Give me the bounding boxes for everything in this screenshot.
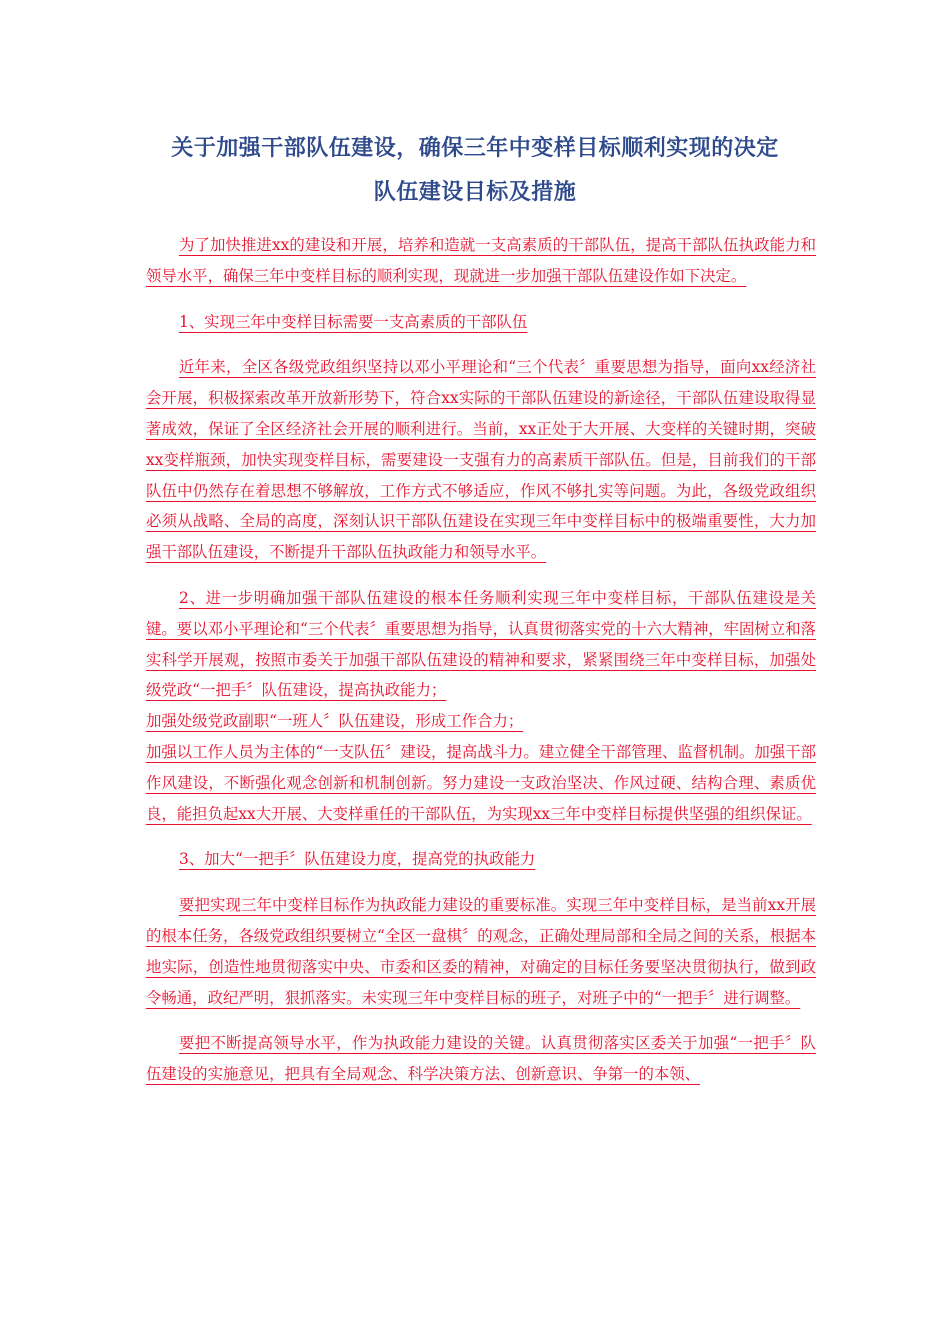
paragraph-section-2-line-2: 加强处级党政副职“一班人〞队伍建设，形成工作合力； [146,712,524,731]
paragraph-section-2: 2、进一步明确加强干部队伍建设的根本任务顺利实现三年中变样目标，干部队伍建设是关键。要以邓小平理论和“三个代表〞重要思想为指导，认真贯彻落实党的十六大精神，牢固树立和落实科学开展观，按照市委关于加强干部队伍建设的精神和要求，紧紧围绕三年中变样目标，加强处级党政“一把手〞队伍建设，提高执政能力； [146,588,816,700]
document-title: 关于加强干部队伍建设，确保三年中变样目标顺利实现的决定 [171,136,779,161]
document-body [146,230,816,1105]
paragraph-section-3-continued: 要把不断提高领导水平，作为执政能力建设的关键。认真贯彻落实区委关于加强“一把手〞队伍建设的实施意见，把具有全局观念、科学决策方法、创新意识、争第一的本领、 [146,1034,816,1084]
section-heading-3: 3、加大“一把手〞队伍建设力度，提高党的执政能力 [179,850,536,869]
paragraph-intro: 为了加快推进xx的建设和开展，培养和造就一支高素质的干部队伍，提高干部队伍执政能力和领导水平，确保三年中变样目标的顺利实现，现就进一步加强干部队伍建设作如下决定。 [146,236,816,285]
document-subtitle: 队伍建设目标及措施 [373,180,577,205]
paragraph-section-2-line-3: 加强以工作人员为主体的“一支队伍〞建设，提高战斗力。建立健全干部管理、监督机制。加强干部作风建设，不断强化观念创新和机制创新。努力建设一支政治坚决、作风过硬、结构合理、素质优良，能担负起xx大开展、大变样重任的干部队伍，为实现xx三年中变样目标提供坚强的组织保证。 [146,742,816,823]
paragraph-section-1: 近年来，全区各级党政组织坚持以邓小平理论和“三个代表〞重要思想为指导，面向xx经济社会开展，积极探索改革开放新形势下，符合xx实际的干部队伍建设的新途径，干部队伍建设取得显著成效，保证了全区经济社会开展的顺利进行。当前，xx正处于大开展、大变样的关键时期，突破xx变样瓶颈，加快实现变样目标，需要建设一支强有力的高素质干部队伍。但是，目前我们的干部队伍中仍然存在着思想不够解放，工作方式不够适应，作风不够扎实等问题。为此，各级党政组织必须从战略、全局的高度，深刻认识干部队伍建设在实现三年中变样目标中的极端重要性，大力加强干部队伍建设，不断提升干部队伍执政能力和领导水平。 [146,358,816,562]
section-heading-1: 1、实现三年中变样目标需要一支高素质的干部队伍 [179,312,528,331]
paragraph-section-3: 要把实现三年中变样目标作为执政能力建设的重要标准。实现三年中变样目标，是当前xx开展的根本任务，各级党政组织要树立“全区一盘棋〞的观念，正确处理局部和全局之间的关系，根据本地实际，创造性地贯彻落实中央、市委和区委的精神，对确定的目标任务要坚决贯彻执行，做到政令畅通，政纪严明，狠抓落实。未实现三年中变样目标的班子，对班子中的“一把手〞进行调整。 [146,896,816,1007]
